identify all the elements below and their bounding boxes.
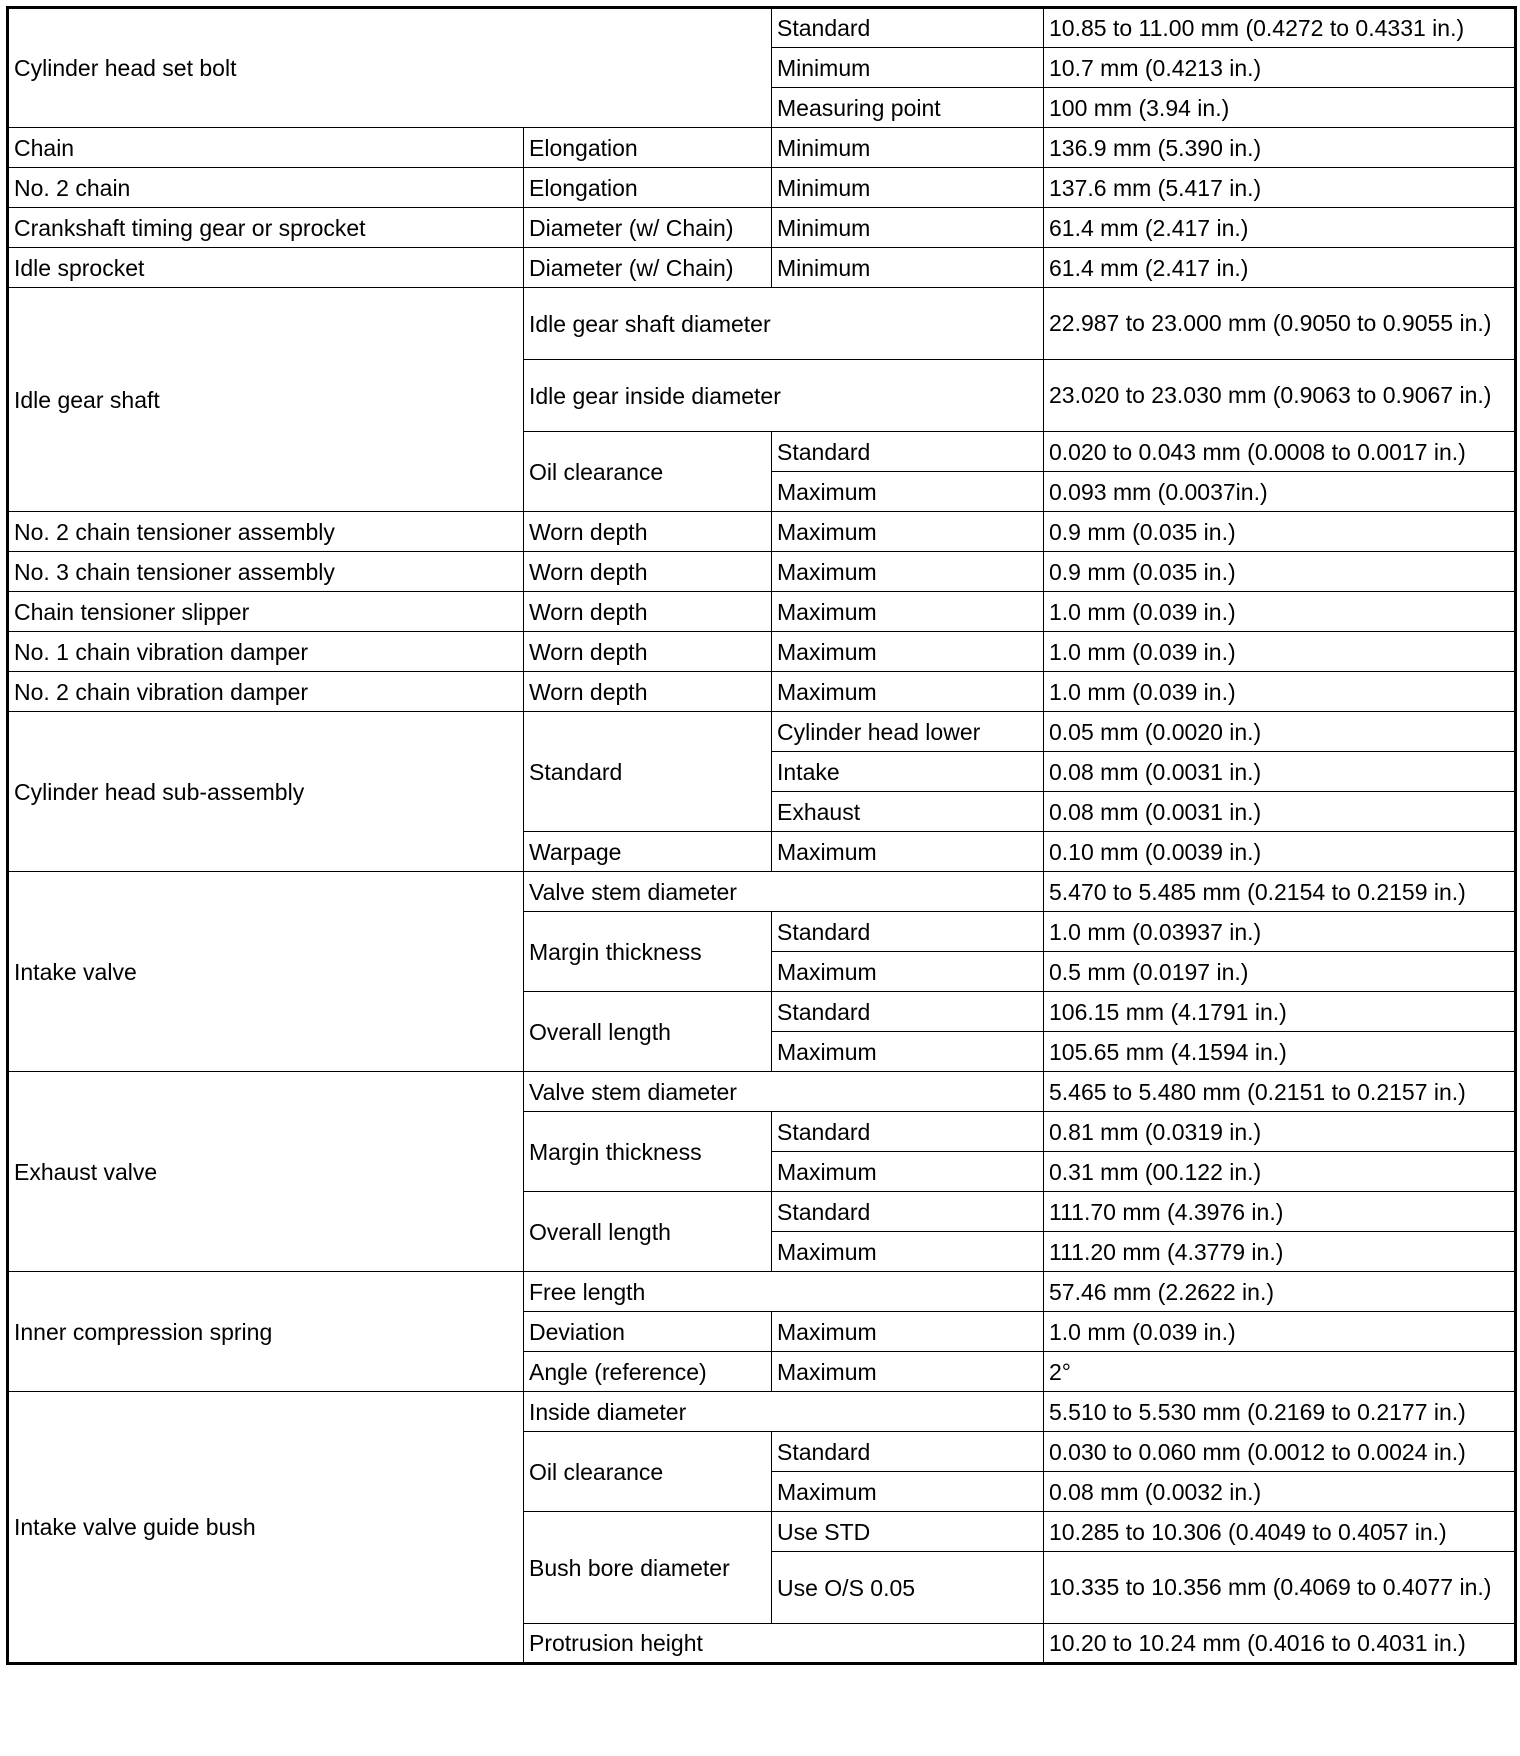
table-cell: Cylinder head sub-assembly [8,712,524,872]
table-cell: No. 2 chain [8,168,524,208]
table-row [8,168,1516,208]
table-cell: Maximum [772,472,1044,512]
table-cell: Idle sprocket [8,248,524,288]
table-cell: No. 3 chain tensioner assembly [8,552,524,592]
table-cell: 0.81 mm (0.0319 in.) [1044,1112,1516,1152]
table-cell: 1.0 mm (0.039 in.) [1044,632,1516,672]
table-cell: 0.9 mm (0.035 in.) [1044,512,1516,552]
table-row [8,1072,1516,1112]
table-cell: Chain [8,128,524,168]
table-cell: Maximum [772,672,1044,712]
table-cell: Diameter (w/ Chain) [524,208,772,248]
table-row [8,208,1516,248]
table-cell: Elongation [524,168,772,208]
table-cell: Worn depth [524,592,772,632]
table-cell: Exhaust valve [8,1072,524,1272]
table-cell: 100 mm (3.94 in.) [1044,88,1516,128]
table-cell: Maximum [772,1152,1044,1192]
table-cell: 10.85 to 11.00 mm (0.4272 to 0.4331 in.) [1044,8,1516,48]
table-row [8,8,1516,48]
table-cell: 2° [1044,1352,1516,1392]
table-cell: 111.70 mm (4.3976 in.) [1044,1192,1516,1232]
table-cell: 23.020 to 23.030 mm (0.9063 to 0.9067 in.) [1044,360,1516,432]
spec-table [6,6,1517,1665]
table-cell: Deviation [524,1312,772,1352]
table-cell: Inner compression spring [8,1272,524,1392]
table-cell: 111.20 mm (4.3779 in.) [1044,1232,1516,1272]
table-cell: Maximum [772,832,1044,872]
table-cell: Idle gear shaft diameter [524,288,1044,360]
table-cell: No. 1 chain vibration damper [8,632,524,672]
table-cell: Warpage [524,832,772,872]
table-cell: Bush bore diameter [524,1512,772,1624]
table-cell: 1.0 mm (0.03937 in.) [1044,912,1516,952]
table-cell: Maximum [772,552,1044,592]
table-cell: Maximum [772,632,1044,672]
table-cell: Cylinder head lower [772,712,1044,752]
table-cell: Inside diameter [524,1392,1044,1432]
spec-table-container [6,6,1514,1665]
table-cell: 61.4 mm (2.417 in.) [1044,208,1516,248]
table-cell: Worn depth [524,672,772,712]
table-row [8,1392,1516,1432]
table-cell: 0.020 to 0.043 mm (0.0008 to 0.0017 in.) [1044,432,1516,472]
table-cell: 10.285 to 10.306 (0.4049 to 0.4057 in.) [1044,1512,1516,1552]
table-cell: Oil clearance [524,1432,772,1512]
table-row [8,872,1516,912]
table-cell: Idle gear inside diameter [524,360,1044,432]
table-cell: Maximum [772,512,1044,552]
table-cell: 5.465 to 5.480 mm (0.2151 to 0.2157 in.) [1044,1072,1516,1112]
table-cell: Minimum [772,48,1044,88]
table-cell: Minimum [772,248,1044,288]
table-cell: Free length [524,1272,1044,1312]
table-cell: 0.093 mm (0.0037in.) [1044,472,1516,512]
table-cell: Exhaust [772,792,1044,832]
table-cell: 0.5 mm (0.0197 in.) [1044,952,1516,992]
table-cell: Margin thickness [524,912,772,992]
table-cell: Diameter (w/ Chain) [524,248,772,288]
table-row [8,672,1516,712]
table-cell: No. 2 chain vibration damper [8,672,524,712]
table-cell: Standard [772,1192,1044,1232]
table-cell: 0.05 mm (0.0020 in.) [1044,712,1516,752]
table-cell: Protrusion height [524,1624,1044,1664]
table-cell: 1.0 mm (0.039 in.) [1044,672,1516,712]
table-cell: 1.0 mm (0.039 in.) [1044,1312,1516,1352]
table-cell: Worn depth [524,512,772,552]
table-cell: Standard [772,992,1044,1032]
table-cell: 22.987 to 23.000 mm (0.9050 to 0.9055 in.) [1044,288,1516,360]
table-cell: Intake valve [8,872,524,1072]
table-cell: Valve stem diameter [524,1072,1044,1112]
table-cell: Minimum [772,128,1044,168]
table-cell: 136.9 mm (5.390 in.) [1044,128,1516,168]
table-cell: 5.510 to 5.530 mm (0.2169 to 0.2177 in.) [1044,1392,1516,1432]
table-cell: Standard [772,8,1044,48]
table-cell: Maximum [772,592,1044,632]
table-row [8,592,1516,632]
table-cell: Maximum [772,1352,1044,1392]
table-cell: Standard [772,432,1044,472]
table-row [8,632,1516,672]
table-cell: Chain tensioner slipper [8,592,524,632]
table-cell: Minimum [772,168,1044,208]
table-cell: 61.4 mm (2.417 in.) [1044,248,1516,288]
table-row [8,512,1516,552]
table-cell: 0.10 mm (0.0039 in.) [1044,832,1516,872]
table-cell: 0.08 mm (0.0031 in.) [1044,752,1516,792]
table-cell: Overall length [524,1192,772,1272]
table-cell: Intake [772,752,1044,792]
table-cell: Maximum [772,1032,1044,1072]
table-cell: 57.46 mm (2.2622 in.) [1044,1272,1516,1312]
table-cell: Elongation [524,128,772,168]
table-cell: Maximum [772,1472,1044,1512]
table-cell: Overall length [524,992,772,1072]
table-cell: Valve stem diameter [524,872,1044,912]
table-cell: No. 2 chain tensioner assembly [8,512,524,552]
table-cell: 1.0 mm (0.039 in.) [1044,592,1516,632]
table-cell: 137.6 mm (5.417 in.) [1044,168,1516,208]
table-row [8,712,1516,752]
table-row [8,1272,1516,1312]
table-cell: 10.20 to 10.24 mm (0.4016 to 0.4031 in.) [1044,1624,1516,1664]
table-row [8,288,1516,360]
table-cell: Worn depth [524,552,772,592]
table-cell: Crankshaft timing gear or sprocket [8,208,524,248]
table-row [8,128,1516,168]
spec-table-body [8,8,1516,1664]
table-cell: Idle gear shaft [8,288,524,512]
table-cell: Worn depth [524,632,772,672]
table-cell: Standard [772,912,1044,952]
table-cell: 106.15 mm (4.1791 in.) [1044,992,1516,1032]
table-cell: Margin thickness [524,1112,772,1192]
table-cell: Oil clearance [524,432,772,512]
table-cell: Maximum [772,1312,1044,1352]
table-row [8,248,1516,288]
table-cell: 0.08 mm (0.0032 in.) [1044,1472,1516,1512]
table-cell: Maximum [772,1232,1044,1272]
table-cell: 105.65 mm (4.1594 in.) [1044,1032,1516,1072]
table-cell: Intake valve guide bush [8,1392,524,1664]
table-row [8,552,1516,592]
table-cell: 0.08 mm (0.0031 in.) [1044,792,1516,832]
table-cell: 10.335 to 10.356 mm (0.4069 to 0.4077 in.) [1044,1552,1516,1624]
table-cell: Use O/S 0.05 [772,1552,1044,1624]
table-cell: Minimum [772,208,1044,248]
table-cell: Maximum [772,952,1044,992]
table-cell: 5.470 to 5.485 mm (0.2154 to 0.2159 in.) [1044,872,1516,912]
table-cell: Standard [772,1112,1044,1152]
table-cell: Standard [524,712,772,832]
table-cell: 0.030 to 0.060 mm (0.0012 to 0.0024 in.) [1044,1432,1516,1472]
table-cell: 10.7 mm (0.4213 in.) [1044,48,1516,88]
table-cell: Cylinder head set bolt [8,8,772,128]
table-cell: Angle (reference) [524,1352,772,1392]
table-cell: Use STD [772,1512,1044,1552]
table-cell: Standard [772,1432,1044,1472]
table-cell: 0.31 mm (00.122 in.) [1044,1152,1516,1192]
table-cell: Measuring point [772,88,1044,128]
table-cell: 0.9 mm (0.035 in.) [1044,552,1516,592]
